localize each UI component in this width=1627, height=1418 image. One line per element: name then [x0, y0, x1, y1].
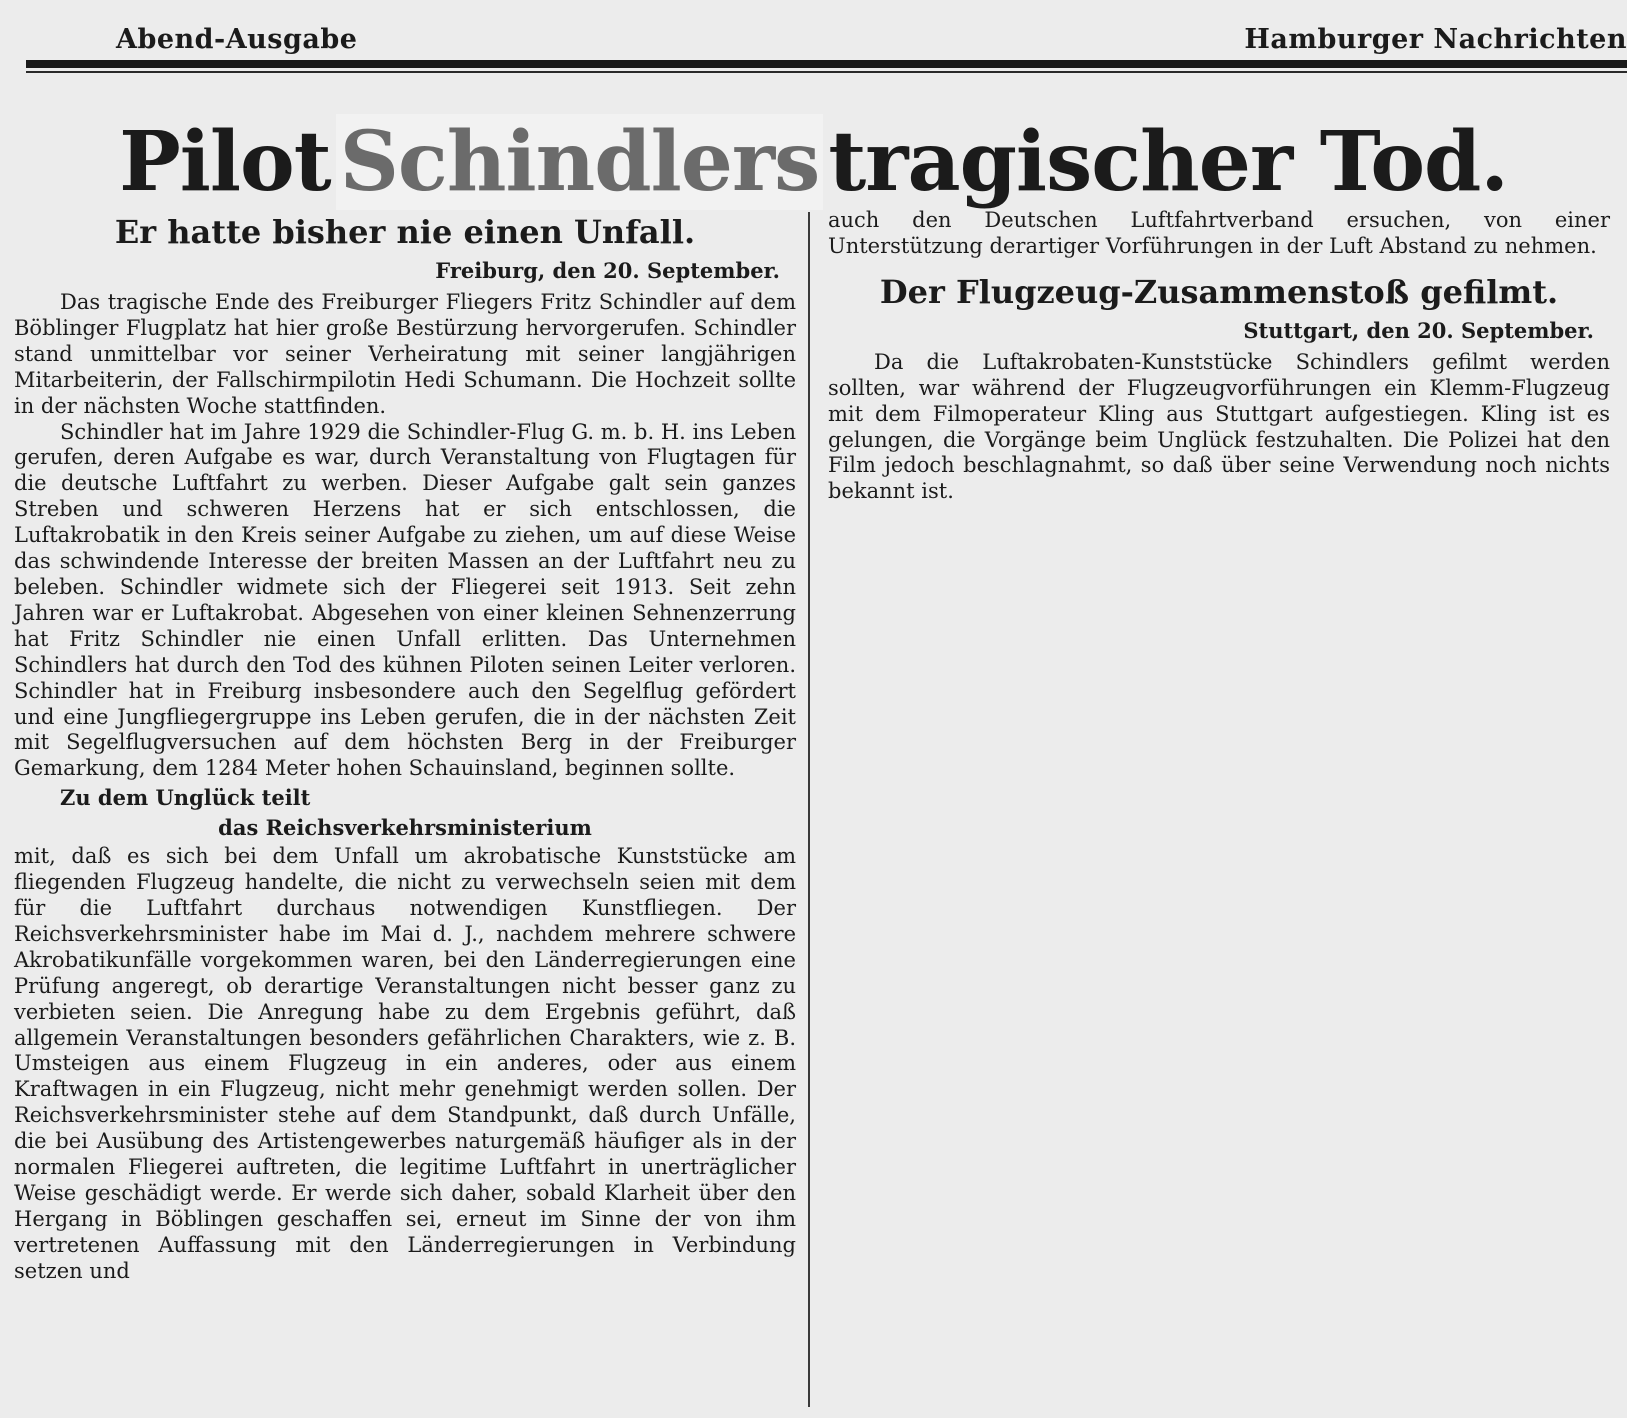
left-paragraph-2: Schindler hat im Jahre 1929 die Schindler-Flug G. m. b. H. ins Leben gerufen, deren Aufgabe es war, durch Veranstaltung von Flugtagen für die deutsche Luftfahrt zu werben. Dieser Aufgabe galt sein ganzes Streben und schweren Herzens hat er sich entschlossen, die Luftakrobatik in den Kreis seiner Aufgabe zu ziehen, um auf diese Weise das schwindende Interesse der breiten Massen an der Luftfahrt neu zu beleben. Schindler widmete sich der Fliegerei seit 1913. Seit zehn Jahren war er Luftakrobat. Abgesehen von einer kleinen Sehnenzerrung hat Fritz Schindler nie einen Unfall erlitten. Das Unternehmen Schindlers hat durch den Tod des kühnen Piloten seinen Leiter verloren. Schindler hat in Freiburg insbesondere auch den Segelflug gefördert und eine Jungfliegergruppe ins Leben gerufen, die in der nächsten Zeit mit Segelflugversuchen auf dem höchsten Berg in der Freiburger Gemarkung, dem 1284 Meter hohen Schauinsland, beginnen sollte.	[14, 419, 796, 781]
right-subhead: Der Flugzeug-Zusammenstoß gefilmt.	[879, 272, 1559, 311]
ministry-heading: das Reichsverkehrsministerium	[218, 815, 592, 841]
right-continuation: auch den Deutschen Luftfahrtverband ersuchen, von einer Unterstützung derartiger Vorführungen in der Luft Abstand zu nehmen.	[828, 208, 1610, 258]
right-dateline: Stuttgart, den 20. September.	[1243, 317, 1594, 343]
left-paragraph-1: Das tragische Ende des Freiburger Fliegers Fritz Schindler auf dem Böblinger Flugplatz hat hier große Bestürzung hervorgerufen. Schindler stand unmittelbar vor seiner Verheiratung mit seiner langjährigen Mitarbeiterin, der Fallschirmpilotin Hedi Schumann. Die Hochzeit sollte in der nächsten Woche stattfinden.	[14, 290, 796, 418]
headline	[0, 112, 1627, 212]
right-column	[828, 208, 1610, 538]
edition-label: Abend-Ausgabe	[116, 24, 358, 55]
header-rule-thin	[26, 71, 1627, 73]
right-paragraph: Da die Luftakrobaten-Kunststücke Schindlers gefilmt werden sollten, war während der Flugzeugvorführungen ein Klemm-Flugzeug mit dem Filmoperateur Kling aus Stuttgart aufgestiegen. Kling ist es gelungen, die Vorgänge beim Unglück festzuhalten. Die Polizei hat den Film jedoch beschlagnahmt, so daß über seine Verwendung noch nichts bekannt ist.	[828, 349, 1610, 504]
header-rule	[26, 60, 1627, 68]
headline-name: Schindlers	[336, 114, 824, 210]
left-subhead: Er hatte bisher nie einen Unfall.	[114, 213, 696, 251]
column-divider	[808, 212, 810, 1407]
ministry-intro: Zu dem Unglück teilt	[60, 785, 311, 811]
left-paragraph-3: mit, daß es sich bei dem Unfall um akrobatische Kunststücke am fliegenden Flugzeug handelte, die nicht zu verwechseln seien mit dem für die Luftfahrt durchaus notwendigen Kunstfliegen. Der Reichsverkehrsminister habe im Mai d. J., nachdem mehrere schwere Akrobatikunfälle vorgekommen waren, bei den Länderregierungen eine Prüfung angeregt, ob derartige Veranstaltungen nicht besser ganz zu verbieten seien. Die Anregung habe zu dem Ergebnis geführt, daß allgemein Veranstaltungen besonders gefährlichen Charakters, wie z. B. Umsteigen aus einem Flugzeug in ein anderes, oder aus einem Kraftwagen in ein Flugzeug, nicht mehr genehmigt werden sollen. Der Reichsverkehrsminister stehe auf dem Standpunkt, daß durch Unfälle, die bei Ausübung des Artistengewerbes naturgemäß häufiger als in der normalen Fliegerei auftreten, die legitime Luftfahrt in unerträglicher Weise geschädigt werde. Er werde sich daher, sobald Klarheit über den Hergang in Böblingen geschaffen sei, erneut im Sinne der von ihm vertretenen Auffassung mit den Länderregierungen in Verbindung setzen und	[14, 844, 796, 1283]
left-column	[14, 208, 796, 1408]
headline-part2: tragischer Tod.	[828, 114, 1508, 210]
left-dateline: Freiburg, den 20. September.	[435, 258, 780, 283]
page-header	[26, 18, 1627, 62]
newspaper-name: Hamburger Nachrichten	[1244, 24, 1627, 55]
headline-part1: Pilot	[119, 114, 331, 210]
